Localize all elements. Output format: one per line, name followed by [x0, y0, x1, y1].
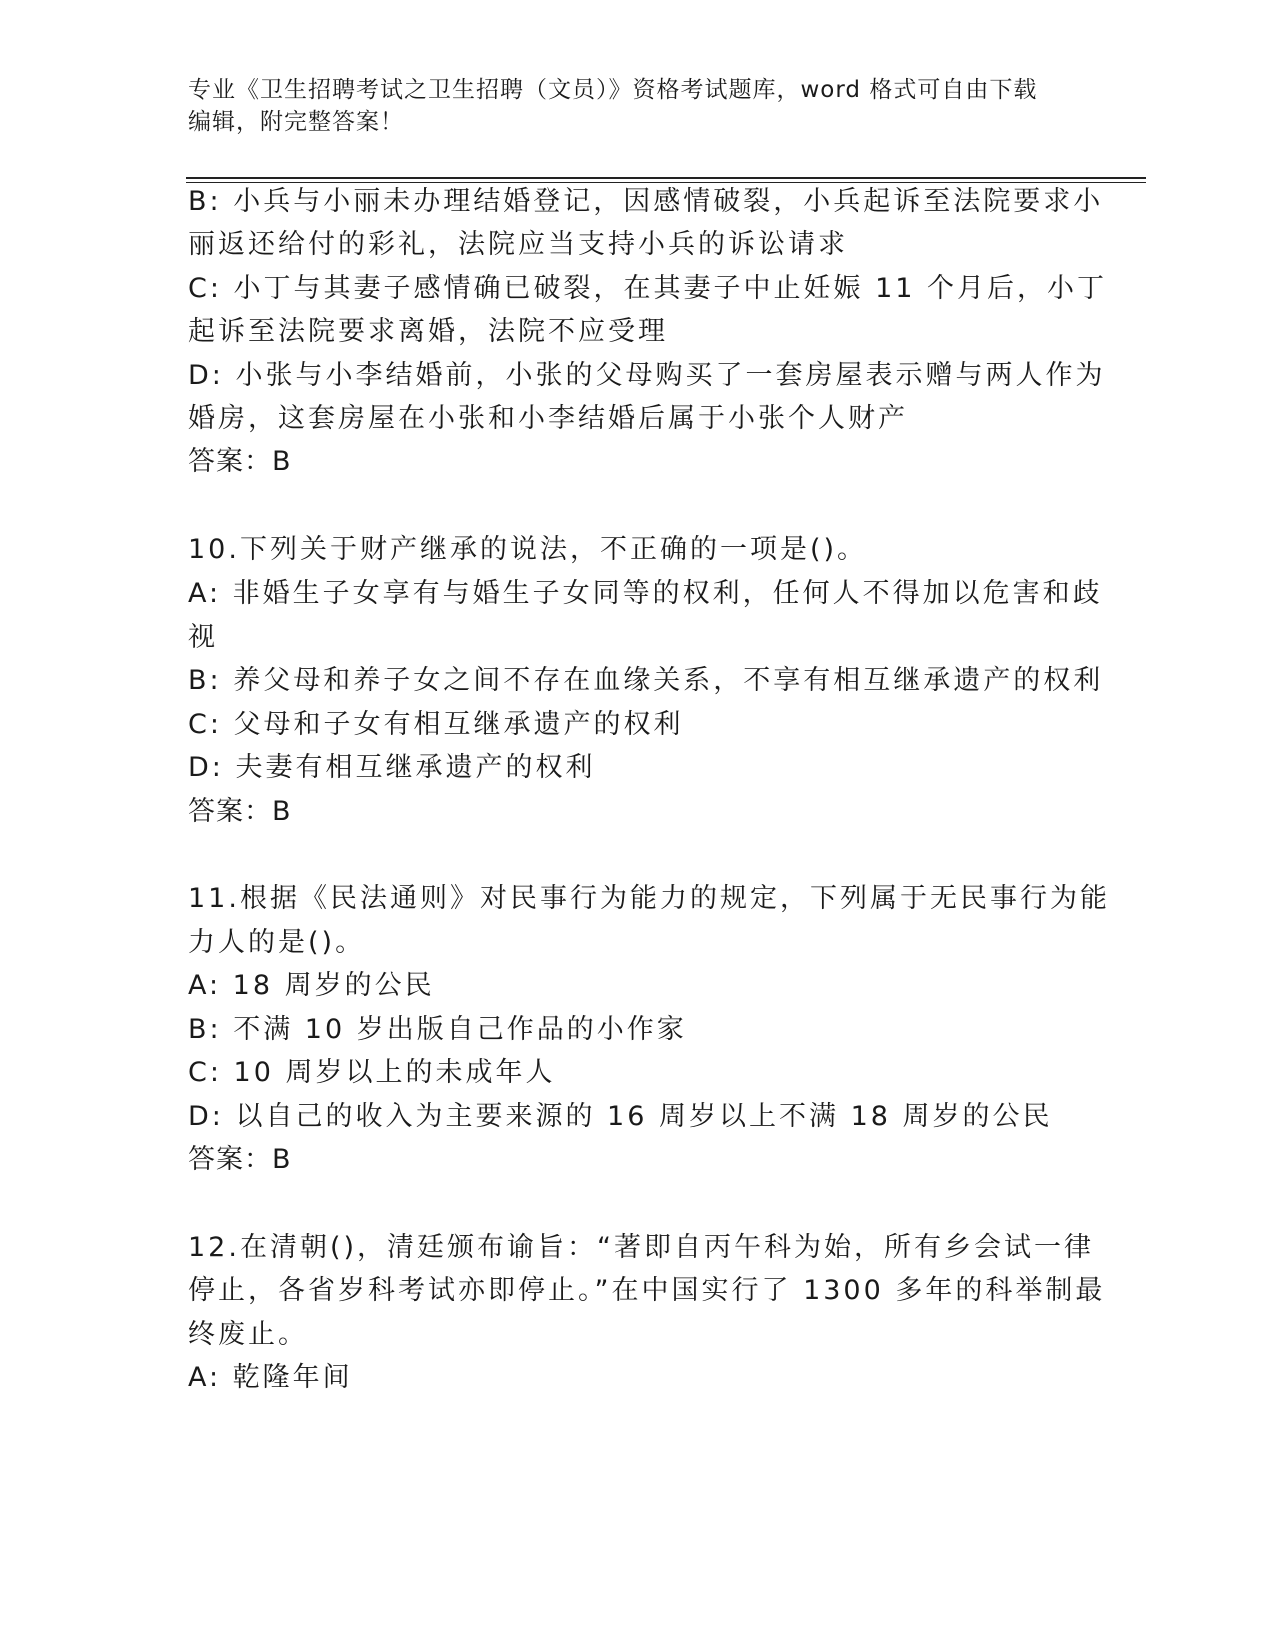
q10-option-b: B: 养父母和养子女之间不存在血缘关系，不享有相互继承遗产的权利: [188, 665, 1104, 696]
q9-option-d-line-1: D: 小张与小李结婚前，小张的父母购买了一套房屋表示赠与两人作为: [188, 360, 1106, 391]
q10-option-a-line-1: A: 非婚生子女享有与婚生子女同等的权利，任何人不得加以危害和歧: [188, 578, 1103, 609]
q10-option-a-line-2: 视: [188, 622, 218, 653]
header-line-2: 编辑，附完整答案！: [188, 109, 404, 135]
header-line-1: 专业《卫生招聘考试之卫生招聘（文员）》资格考试题库，word 格式可自由下载: [188, 77, 1038, 103]
q11-option-a: A: 18 周岁的公民: [188, 970, 435, 1001]
q11-stem-line-1: 11.根据《民法通则》对民事行为能力的规定，下列属于无民事行为能: [188, 883, 1110, 914]
page-header: [188, 74, 1088, 138]
header-rule-thick: [186, 177, 1146, 179]
q11-option-c: C: 10 周岁以上的未成年人: [188, 1057, 556, 1088]
q9-option-c-line-1: C: 小丁与其妻子感情确已破裂，在其妻子中止妊娠 11 个月后，小丁: [188, 273, 1108, 304]
q12-option-a: A: 乾隆年间: [188, 1362, 353, 1393]
header-rule-thin: [186, 182, 1146, 183]
q9-option-b-line-1: B: 小兵与小丽未办理结婚登记，因感情破裂，小兵起诉至法院要求小: [188, 186, 1104, 217]
q9-option-d-line-2: 婚房，这套房屋在小张和小李结婚后属于小张个人财产: [188, 403, 908, 434]
q10-option-c: C: 父母和子女有相互继承遗产的权利: [188, 709, 684, 740]
q9-option-c-line-2: 起诉至法院要求离婚，法院不应受理: [188, 316, 668, 347]
q11-option-d: D: 以自己的收入为主要来源的 16 周岁以上不满 18 周岁的公民: [188, 1101, 1053, 1132]
q11-answer: 答案：B: [188, 1144, 292, 1175]
q11-option-b: B: 不满 10 岁出版自己作品的小作家: [188, 1014, 687, 1045]
q10-answer: 答案：B: [188, 796, 292, 827]
q12-stem-line-1: 12.在清朝()，清廷颁布谕旨：“著即自丙午科为始，所有乡会试一律: [188, 1232, 1094, 1263]
q10-option-d: D: 夫妻有相互继承遗产的权利: [188, 752, 596, 783]
q11-stem-line-2: 力人的是()。: [188, 927, 366, 958]
q12-stem-line-2: 停止，各省岁科考试亦即停止。”在中国实行了 1300 多年的科举制最: [188, 1275, 1106, 1306]
q12-stem-line-3: 终废止。: [188, 1319, 308, 1350]
q9-answer: 答案：B: [188, 446, 292, 477]
q10-stem: 10.下列关于财产继承的说法，不正确的一项是()。: [188, 534, 868, 565]
q9-option-b-line-2: 丽返还给付的彩礼，法院应当支持小兵的诉讼请求: [188, 229, 848, 260]
